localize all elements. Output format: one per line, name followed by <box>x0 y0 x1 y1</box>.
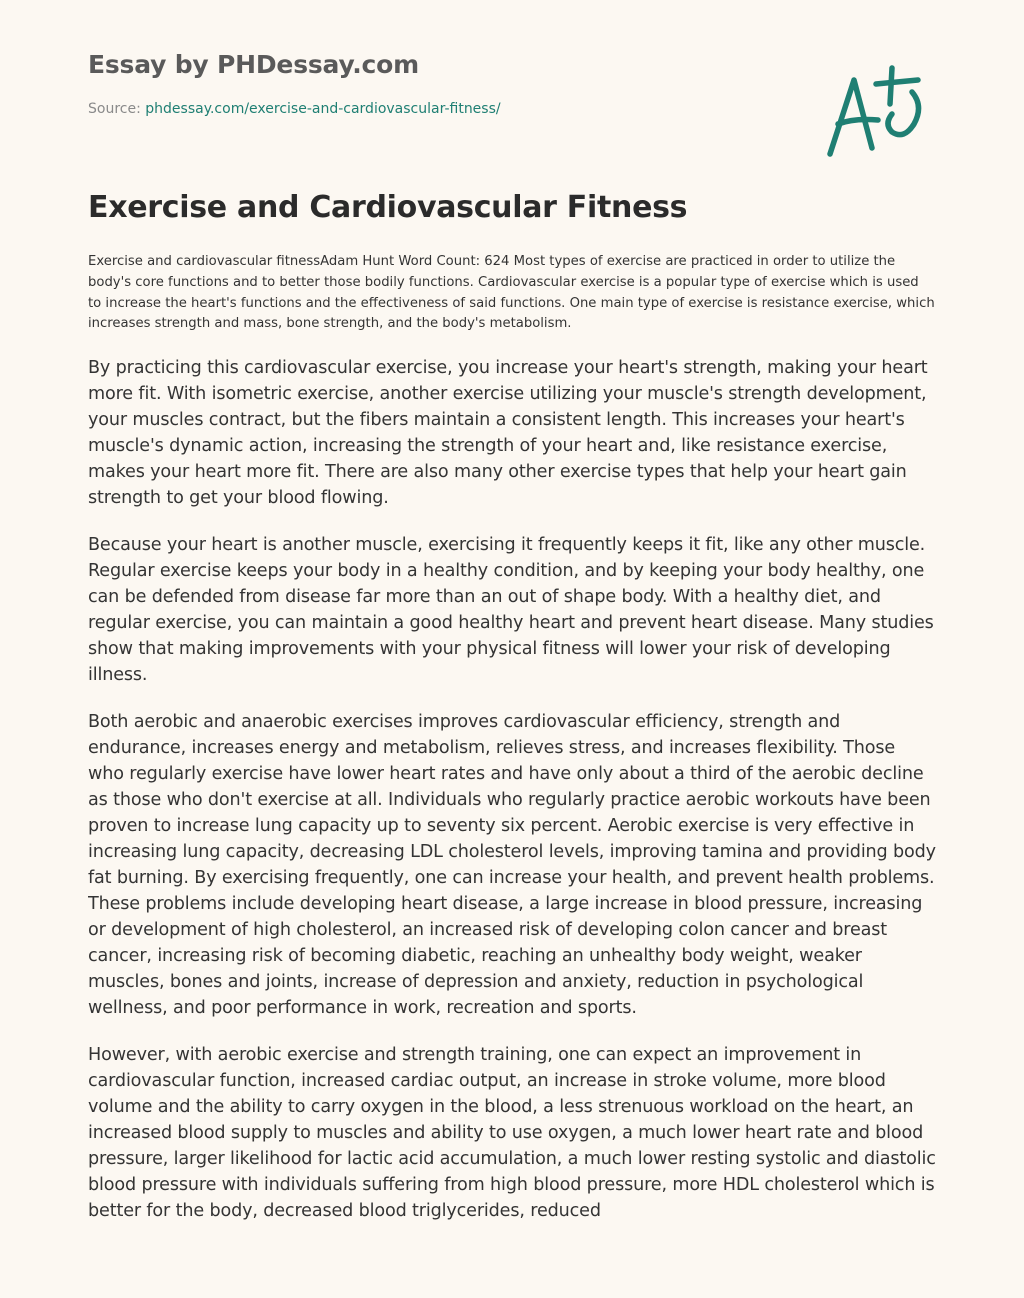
article-body <box>88 355 936 1298</box>
source-label: Source: <box>88 101 146 117</box>
source-line <box>88 101 501 117</box>
site-brand: Essay by PHDessay.com <box>88 50 419 79</box>
article-abstract: Exercise and cardiovascular fitnessAdam Hunt Word Count: 624 Most types of exercise are practiced in order to utilize the body's core functions and to better those bodily functions. Cardiovascular exercise is a popular type of exercise which is used to increase the heart's functions and the effectiveness of said functions. One main type of exercise is resistance exercise, which increases strength and mass, bone strength, and the body's metabolism. <box>88 254 935 332</box>
article-title: Exercise and Cardiovascular Fitness <box>88 190 688 225</box>
a-plus-grade-icon <box>820 62 935 162</box>
body-paragraph: However, with aerobic exercise and strength training, one can expect an improvement in cardiovascular function, increased cardiac output, an increase in stroke volume, more blood volume and the ability to carry oxygen in the blood, a less strenuous workload on the heart, an increased blood supply to muscles and ability to use oxygen, a much lower heart rate and blood pressure, larger likelihood for lactic acid accumulation, a much lower resting systolic and diastolic blood pressure with individuals suffering from high blood pressure, more HDL cholesterol which is better for the body, decreased blood triglycerides, reduced <box>88 1045 936 1221</box>
body-paragraph: By practicing this cardiovascular exercise, you increase your heart's strength, making your heart more fit. With isometric exercise, another exercise utilizing your muscle's strength development, your muscles contract, but the fibers maintain a consistent length. This increases your heart's muscle's dynamic action, increasing the strength of your heart and, like resistance exercise, makes your heart more fit. There are also many other exercise types that help your heart gain strength to get your blood flowing. <box>88 358 928 508</box>
source-link[interactable]: phdessay.com/exercise-and-cardiovascular-fitness/ <box>145 101 501 117</box>
body-paragraph: Both aerobic and anaerobic exercises improves cardiovascular efficiency, strength and endurance, increases energy and metabolism, relieves stress, and increases flexibility. Those who regularly exercise have lower heart rates and have only about a third of the aerobic decline as those who don't exercise at all. Individuals who regularly practice aerobic workouts have been proven to increase lung capacity up to seventy six percent. Aerobic exercise is very effective in increasing lung capacity, decreasing LDL cholesterol levels, improving tamina and providing body fat burning. By exercising frequently, one can increase your health, and prevent health problems. These problems include developing heart disease, a large increase in blood pressure, increasing or development of high cholesterol, an increased risk of developing colon cancer and breast cancer, increasing risk of becoming diabetic, reaching an unhealthy body weight, weaker muscles, bones and joints, increase of depression and anxiety, reduction in psychological wellness, and poor performance in work, recreation and sports. <box>88 712 936 1018</box>
body-paragraph: Because your heart is another muscle, exercising it frequently keeps it fit, like any other muscle. Regular exercise keeps your body in a healthy condition, and by keeping your body healthy, one can be defended from disease far more than an out of shape body. With a healthy diet, and regular exercise, you can maintain a good healthy heart and prevent heart disease. Many studies show that making improvements with your physical fitness will lower your risk of developing illness. <box>88 535 934 685</box>
